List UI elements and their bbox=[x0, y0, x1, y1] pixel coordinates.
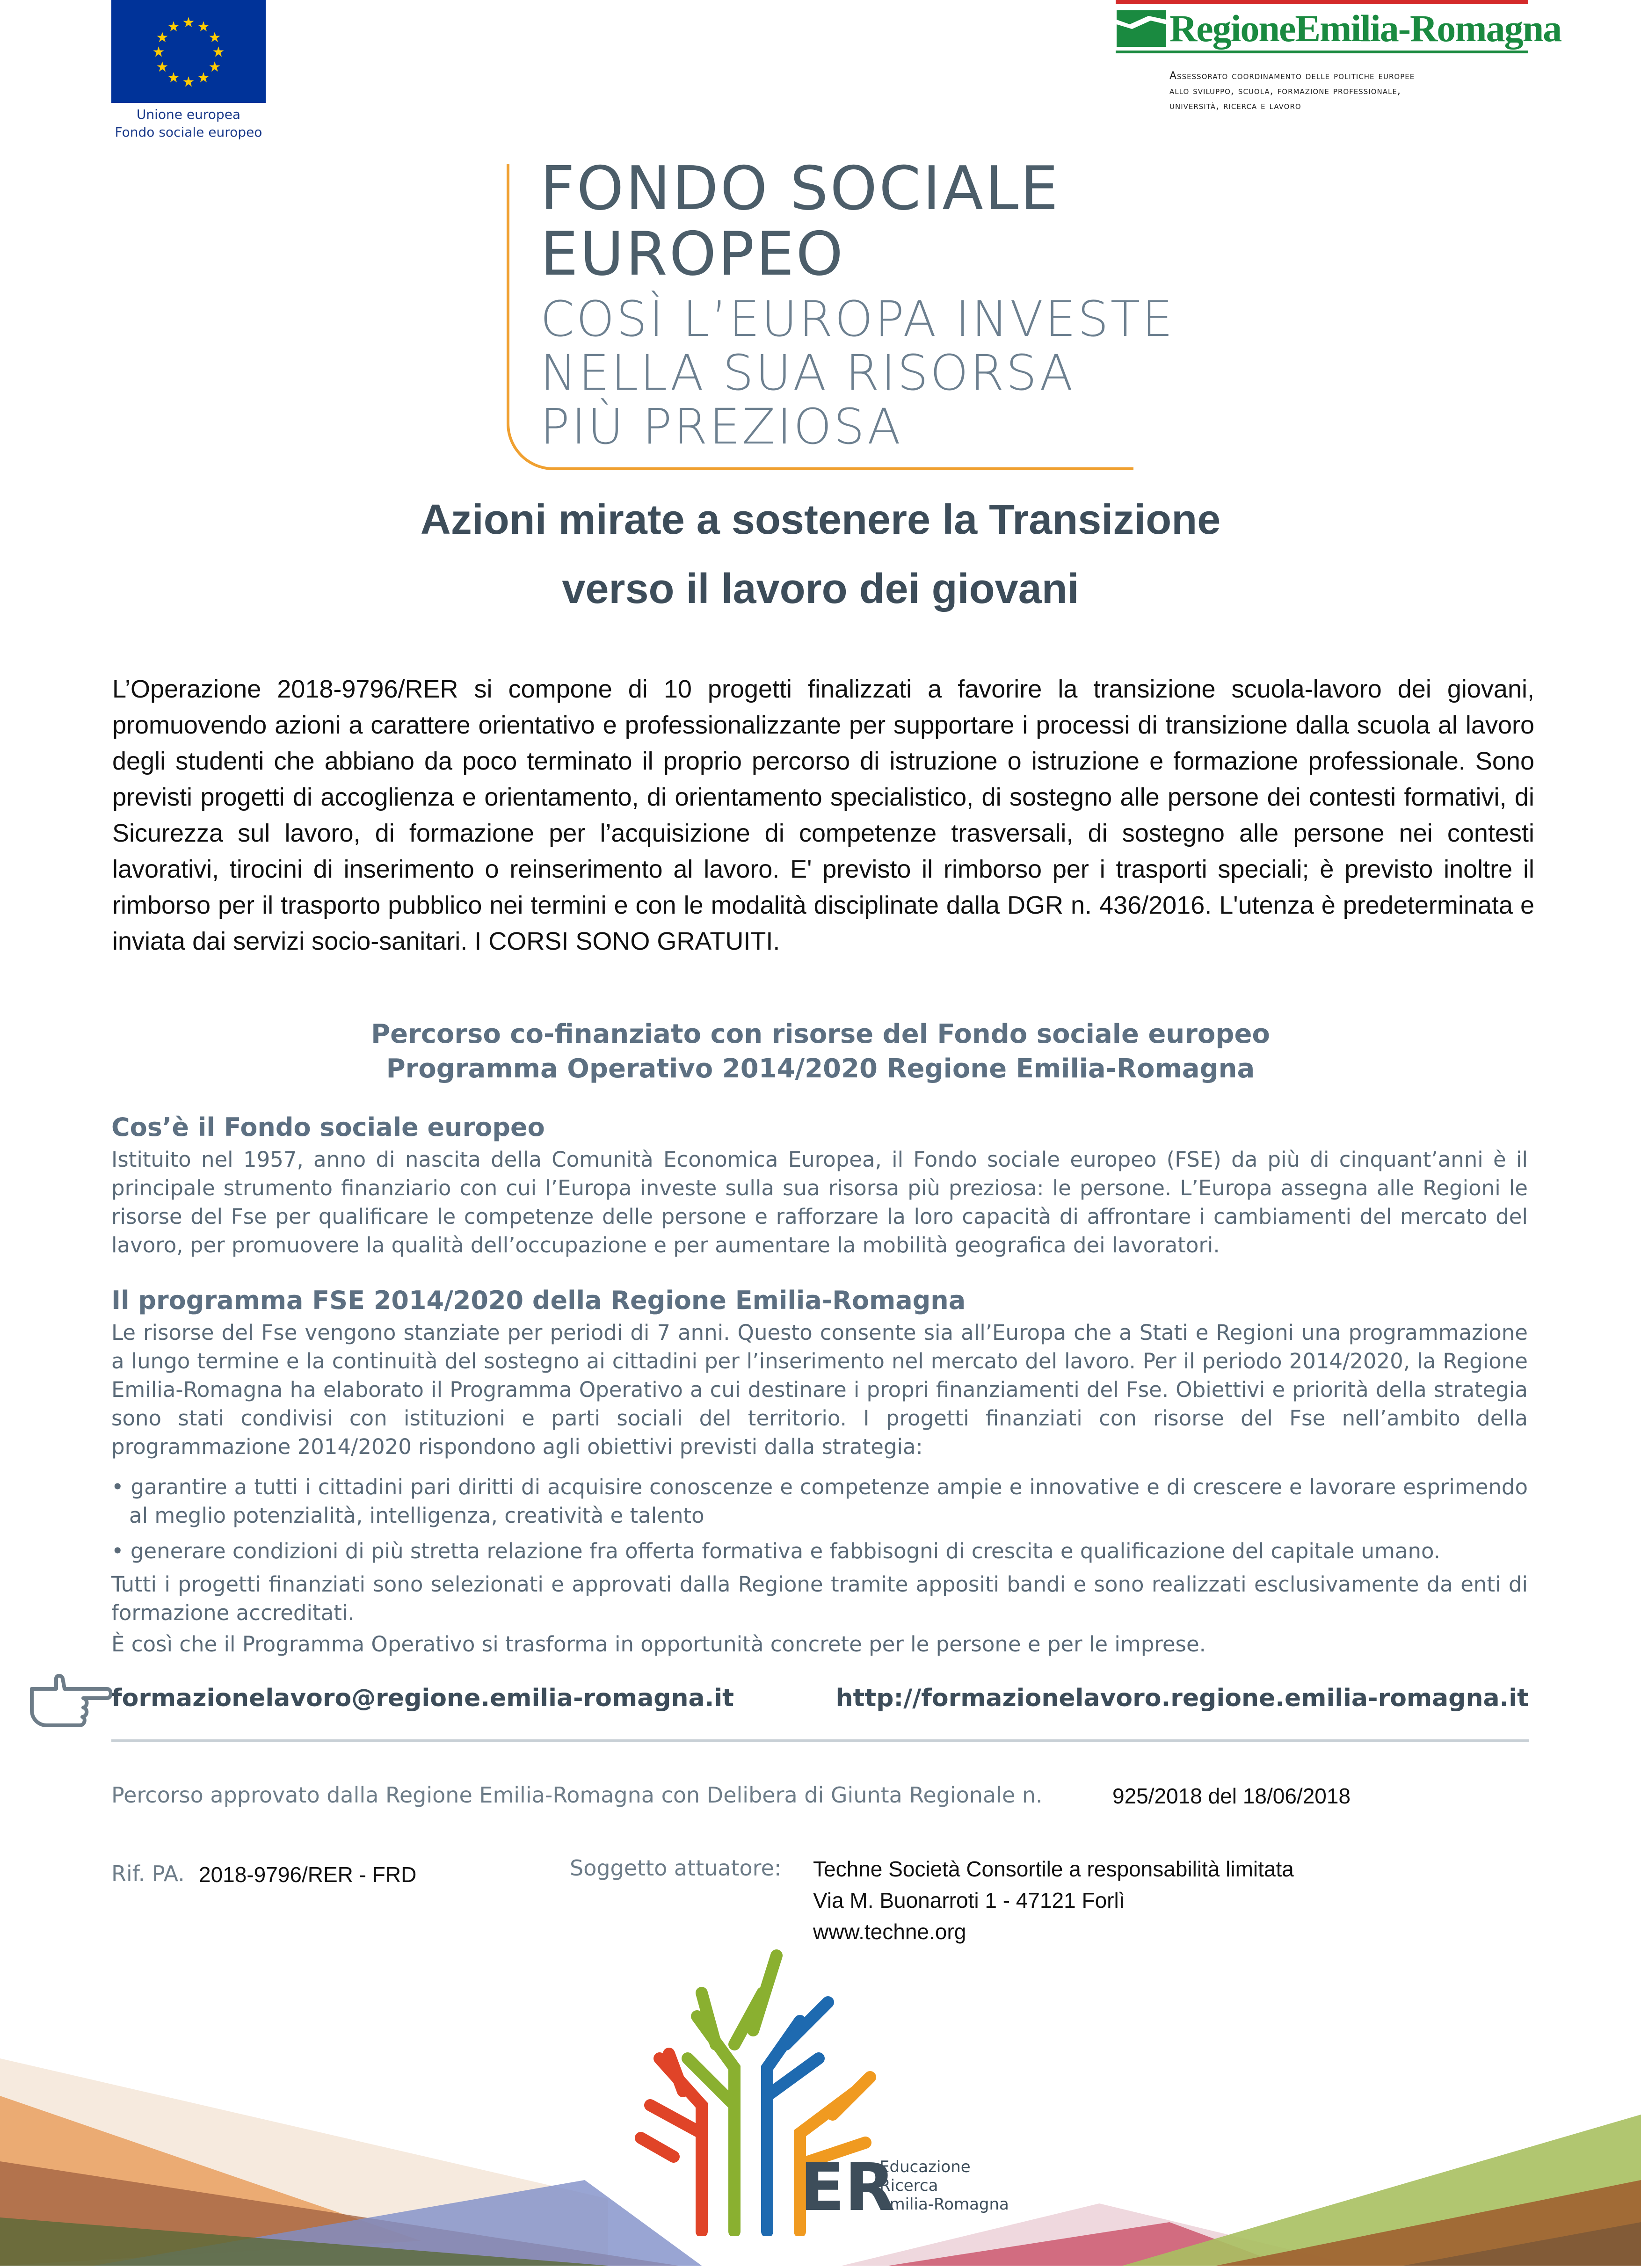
fse-subtitle-line2: NELLA SUA RISORSA bbox=[540, 344, 1075, 401]
region-logo-rule bbox=[1116, 51, 1528, 53]
fse-subtitle-line3: PIÙ PREZIOSA bbox=[540, 398, 903, 455]
page-title-line2: verso il lavoro dei giovani bbox=[562, 566, 1079, 612]
er-word-educazione: Educazione bbox=[879, 2158, 971, 2176]
bullet-2-text: • generare condizioni di più stretta relazione fra offerta formativa e fabbisogni di crescita e qualificazione del capitale umano. bbox=[111, 1539, 1441, 1563]
bullet-1-text: • garantire a tutti i cittadini pari diritti di acquisire conoscenze e competenze ampie e innovative e di crescere e lavorare esprimendo al meglio potenzialità, intelligenza, creatività e talento bbox=[111, 1475, 1528, 1528]
section-fse-title: Cos’è il Fondo sociale europeo bbox=[111, 1112, 545, 1142]
cofin-line2: Programma Operativo 2014/2020 Regione Emilia-Romagna bbox=[386, 1054, 1255, 1084]
region-map-icon bbox=[1116, 6, 1167, 48]
fse-title-line2: EUROPEO bbox=[540, 219, 845, 289]
soggetto-address: Via M. Buonarroti 1 - 47121 Forlì bbox=[813, 1888, 1125, 1912]
svg-text:★: ★ bbox=[208, 30, 221, 45]
approval-label: Percorso approvato dalla Regione Emilia-Romagna con Delibera di Giunta Regionale n. bbox=[111, 1782, 1043, 1808]
cofin-line1: Percorso co-finanziato con risorse del Fondo sociale europeo bbox=[371, 1019, 1270, 1049]
er-word-emilia-romagna: Emilia-Romagna bbox=[879, 2195, 1009, 2214]
bullet-2 bbox=[111, 1537, 1528, 1565]
section-programma-text: Le risorse del Fse vengono stanziate per periodi di 7 anni. Questo consente sia all’Europa che a Stati e Regioni una programmazione a lungo termine e la continuità del sostegno ai cittadini per l’inserimento nel mercato del lavoro. Per il periodo 2014/2020, la Regione Emilia-Romagna ha elaborato il Programma Operativo a cui destinare i propri finanziamenti del Fse. Obiettivi e priorità della strategia sono stati condivisi con istituzioni e parti sociali del territorio. I progetti finanziati con risorse del Fse nell’ambito della programmazione 2014/2020 rispondono agli obiettivi previsti dalla strategia: bbox=[111, 1320, 1528, 1459]
intro-paragraph: L’Operazione 2018-9796/RER si compone di 10 progetti finalizzati a favorire la transizione scuola-lavoro dei giovani, promuovendo azioni a carattere orientativo e professionalizzante per supportare i processi di transizione dalla scuola al lavoro degli studenti che abbiano da poco terminato il proprio percorso di istruzione o istruzione e formazione professionale. Sono previsti progetti di accoglienza e orientamento, di orientamento specialistico, di sostegno alle persone dei contesti formativi, di Sicurezza sul lavoro, di formazione per l’acquisizione di competenze trasversali, di sostegno alle persone nei contesti lavorativi, tirocini di inserimento o reinserimento al lavoro. E' previsto il rimborso per i trasporti speciali; è previsto inoltre il rimborso per il trasporto pubblico nei termini e con le modalità disciplinate dalla DGR n. 436/2016. L'utenza è predeterminata e inviata dai servizi socio-sanitari. I CORSI SONO GRATUITI. bbox=[112, 675, 1534, 955]
er-letters: ER bbox=[800, 2150, 895, 2226]
bullet-1 bbox=[111, 1473, 1528, 1530]
pointing-hand-icon bbox=[28, 1670, 112, 1731]
section-programma-title: Il programma FSE 2014/2020 della Regione Emilia-Romagna bbox=[111, 1286, 966, 1315]
svg-text:★: ★ bbox=[167, 70, 180, 86]
svg-text:★: ★ bbox=[156, 30, 169, 45]
assessorato-line2: allo sviluppo, scuola, formazione professionale, bbox=[1169, 85, 1401, 97]
closing-paragraph-2: È così che il Programma Operativo si trasforma in opportunità concrete per le persone e per le imprese. bbox=[111, 1632, 1206, 1657]
approval-value: 925/2018 del 18/06/2018 bbox=[1112, 1784, 1351, 1808]
fse-subtitle-line1: COSÌ L’EUROPA INVESTE bbox=[540, 291, 1175, 348]
svg-text:★: ★ bbox=[167, 19, 180, 35]
region-name: RegioneEmilia-Romagna bbox=[1169, 7, 1561, 50]
svg-text:★: ★ bbox=[182, 74, 195, 90]
soggetto-website: www.techne.org bbox=[813, 1919, 966, 1944]
soggetto-name: Techne Società Consortile a responsabilità limitata bbox=[813, 1857, 1294, 1881]
eu-caption-line2: Fondo sociale europeo bbox=[115, 124, 262, 140]
er-word-ricerca: Ricerca bbox=[879, 2176, 938, 2195]
svg-text:★: ★ bbox=[182, 15, 195, 30]
contact-website-link[interactable]: http://formazionelavoro.regione.emilia-romagna.it bbox=[835, 1684, 1529, 1712]
svg-text:★: ★ bbox=[197, 70, 210, 86]
svg-text:★: ★ bbox=[156, 59, 169, 75]
svg-text:★: ★ bbox=[197, 19, 210, 35]
region-logo-red-bar bbox=[1116, 0, 1528, 4]
soggetto-label: Soggetto attuatore: bbox=[570, 1855, 782, 1881]
eu-stars-icon bbox=[111, 0, 266, 103]
closing-paragraph-1: Tutti i progetti finanziati sono selezionati e approvati dalla Regione tramite appositi bandi e sono realizzati esclusivamente da enti di formazione accreditati. bbox=[111, 1572, 1528, 1625]
svg-text:★: ★ bbox=[208, 59, 221, 75]
rif-pa-label: Rif. PA. bbox=[111, 1861, 185, 1886]
eu-flag-logo bbox=[111, 0, 266, 103]
section-fse-text: Istituito nel 1957, anno di nascita della Comunità Economica Europea, il Fondo sociale europeo (FSE) da più di cinquant’anni è il principale strumento finanziario con cui l’Europa investe sulla sua risorsa più preziosa: le persone. L’Europa assegna alle Regioni le risorse del Fse per qualificare le competenze delle persone e rafforzare la loro capacità di affrontare i cambiamenti del mercato del lavoro, per promuovere la qualità dell’occupazione e per aumentare la mobilità geografica dei lavoratori. bbox=[111, 1147, 1528, 1258]
contact-email-link[interactable]: formazionelavoro@regione.emilia-romagna.it bbox=[111, 1684, 734, 1712]
page-title-line1: Azioni mirate a sostenere la Transizione bbox=[420, 496, 1221, 543]
rif-pa-value: 2018-9796/RER - FRD bbox=[199, 1862, 417, 1887]
fse-title-line1: FONDO SOCIALE bbox=[540, 154, 1060, 224]
eu-caption-line1: Unione europea bbox=[136, 107, 241, 122]
assessorato-line1: Assessorato coordinamento delle politiche europee bbox=[1169, 70, 1415, 82]
assessorato-line3: università, ricerca e lavoro bbox=[1169, 100, 1301, 112]
svg-text:★: ★ bbox=[212, 44, 225, 60]
divider bbox=[111, 1739, 1529, 1742]
svg-text:★: ★ bbox=[152, 44, 165, 60]
